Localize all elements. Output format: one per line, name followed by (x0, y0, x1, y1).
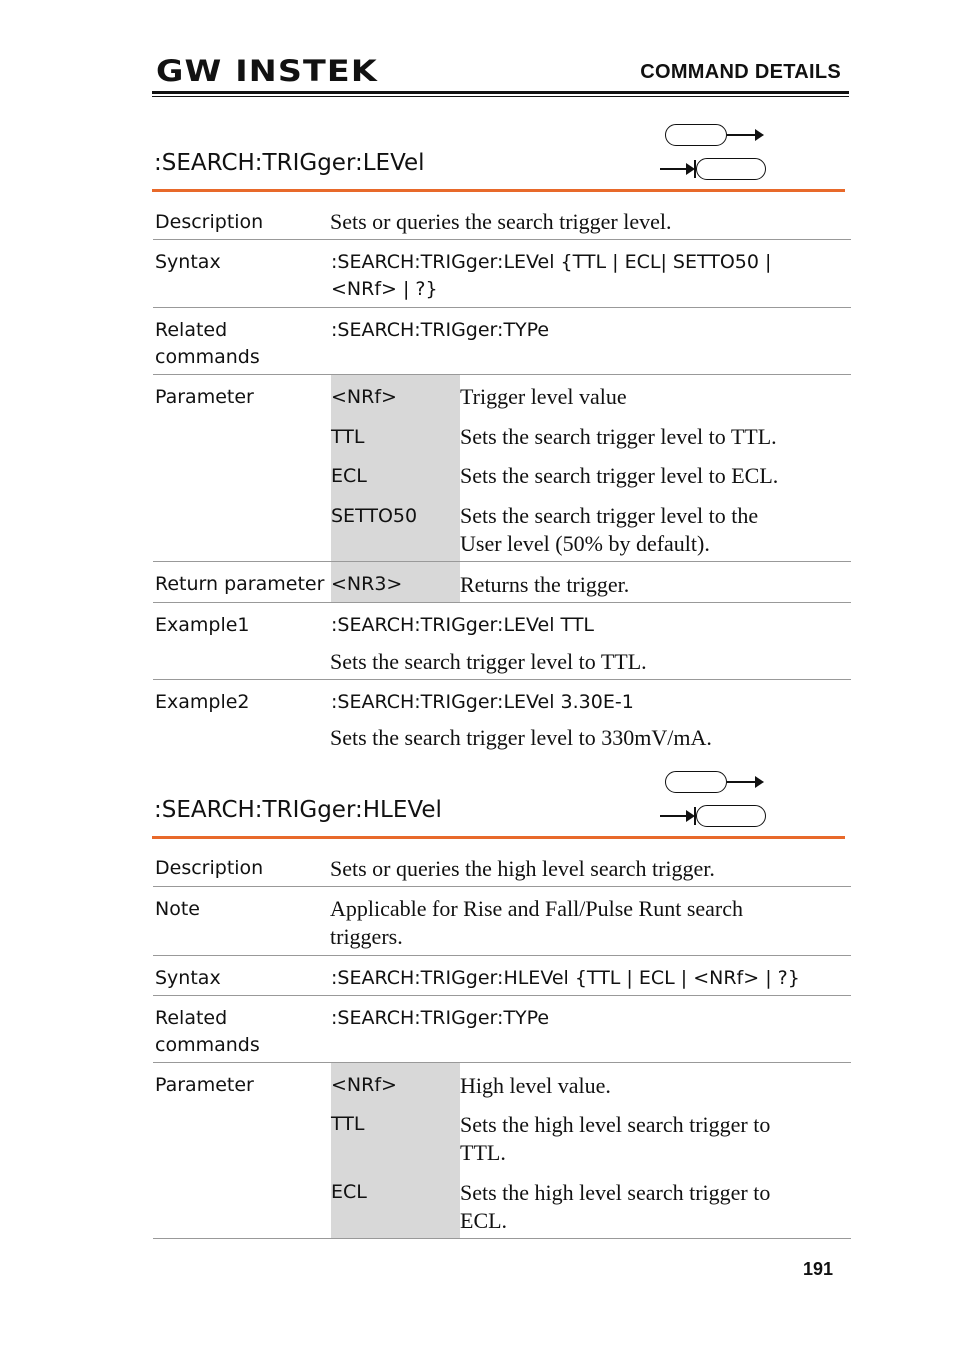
query-command-icon (696, 805, 766, 827)
description-text: Sets or queries the high level search trigger. (330, 856, 715, 881)
param-desc: Trigger level value (460, 384, 627, 409)
row-divider (153, 239, 851, 240)
description-label: Description (155, 857, 264, 879)
related-command: :SEARCH:TRIGger:TYPe (331, 1007, 550, 1029)
example1-command: :SEARCH:TRIGger:LEVel TTL (331, 614, 595, 636)
param-desc: Sets the search trigger level to the (460, 503, 759, 528)
param-name: ECL (331, 465, 367, 487)
set-query-icon (660, 124, 770, 184)
param-name: SETTO50 (331, 505, 418, 527)
example2-command: :SEARCH:TRIGger:LEVel 3.30E-1 (331, 691, 634, 713)
section-title: COMMAND DETAILS (640, 61, 841, 83)
parameter-label: Parameter (155, 386, 254, 408)
param-desc-cont: TTL. (460, 1140, 506, 1165)
row-divider (153, 1062, 851, 1063)
param-name: TTL (331, 1113, 365, 1135)
note-text: Applicable for Rise and Fall/Pulse Runt search (330, 896, 744, 921)
note-label: Note (155, 898, 200, 920)
row-divider (153, 1238, 851, 1239)
command-title-level: :SEARCH:TRIGger:LEVel (154, 150, 425, 176)
row-divider (153, 374, 851, 375)
return-label: Return parameter (155, 573, 325, 595)
set-command-icon (665, 124, 727, 146)
param-desc: High level value. (460, 1073, 611, 1098)
row-divider (153, 602, 851, 603)
related-label: Related (155, 1007, 228, 1029)
syntax-text: :SEARCH:TRIGger:LEVel {TTL | ECL| SETTO50 | (331, 251, 772, 273)
related-label-cont: commands (155, 346, 260, 368)
related-label: Related (155, 319, 228, 341)
title-underline (152, 189, 845, 192)
param-name: <NRf> (331, 386, 397, 408)
page-number: 191 (803, 1259, 834, 1279)
param-desc: Sets the high level search trigger to (460, 1112, 771, 1137)
row-divider (153, 886, 851, 887)
title-underline (152, 836, 845, 839)
syntax-label: Syntax (155, 967, 221, 989)
syntax-text: :SEARCH:TRIGger:HLEVel {TTL | ECL | <NRf> | ?} (331, 967, 800, 989)
row-divider (153, 955, 851, 956)
syntax-text-cont: <NRf> | ?} (331, 278, 438, 300)
header-rule (152, 91, 849, 94)
page-header (152, 52, 849, 98)
param-name: TTL (331, 426, 365, 448)
header-rule-thin (152, 96, 849, 97)
note-text-cont: triggers. (330, 924, 403, 949)
gwinstek-logo: GW INSTEK (156, 54, 378, 88)
example1-desc: Sets the search trigger level to TTL. (330, 649, 647, 674)
example1-label: Example1 (155, 614, 250, 636)
query-command-icon (696, 158, 766, 180)
row-divider (153, 995, 851, 996)
param-desc-cont: ECL. (460, 1208, 508, 1233)
description-label: Description (155, 211, 264, 233)
row-divider (153, 679, 851, 680)
param-desc-cont: User level (50% by default). (460, 531, 710, 556)
row-divider (153, 561, 851, 562)
related-label-cont: commands (155, 1034, 260, 1056)
example2-label: Example2 (155, 691, 250, 713)
row-divider (153, 307, 851, 308)
command-title-hlevel: :SEARCH:TRIGger:HLEVel (154, 797, 442, 823)
return-name: <NR3> (331, 573, 403, 595)
example2-desc: Sets the search trigger level to 330mV/mA. (330, 725, 712, 750)
set-query-icon (660, 771, 770, 831)
param-desc: Sets the search trigger level to TTL. (460, 424, 777, 449)
set-command-icon (665, 771, 727, 793)
syntax-label: Syntax (155, 251, 221, 273)
related-command: :SEARCH:TRIGger:TYPe (331, 319, 550, 341)
return-desc: Returns the trigger. (460, 572, 630, 597)
param-name: ECL (331, 1181, 367, 1203)
param-name: <NRf> (331, 1074, 397, 1096)
description-text: Sets or queries the search trigger level. (330, 209, 672, 234)
param-desc: Sets the search trigger level to ECL. (460, 463, 779, 488)
parameter-label: Parameter (155, 1074, 254, 1096)
param-desc: Sets the high level search trigger to (460, 1180, 771, 1205)
